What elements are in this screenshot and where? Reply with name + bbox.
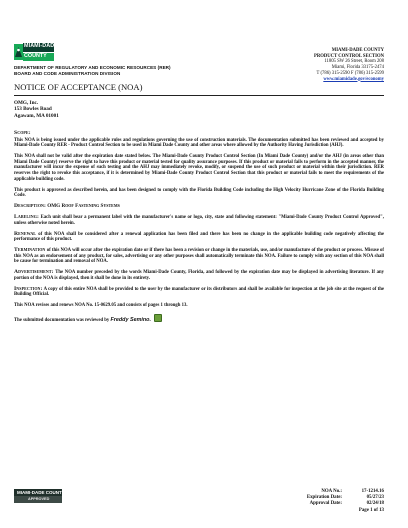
review-text: The submitted documentation was reviewed by bbox=[14, 318, 110, 324]
recipient-name: OMG, Inc. bbox=[14, 100, 39, 106]
approved-logo-status: APPROVED bbox=[28, 496, 50, 501]
scope-paragraph-3: This product is approved as described herein, and has been designed to comply with the Florida Building Code including the High Velocity Hurricane Zone of the Florida Building Code. bbox=[14, 187, 384, 199]
expiration-label: Expiration Date: bbox=[306, 495, 342, 501]
website-link[interactable]: www.miamidade.gov/economy bbox=[323, 76, 384, 82]
section-name: PRODUCT CONTROL SECTION bbox=[314, 53, 384, 59]
noa-number-label: NOA No.: bbox=[321, 489, 342, 494]
description-heading: Description: bbox=[14, 203, 46, 210]
document-title: NOTICE OF ACCEPTANCE (NOA) bbox=[14, 82, 143, 92]
inspection-heading: Inspection: bbox=[14, 285, 43, 292]
description-value: OMG Roof Fastening Systems bbox=[47, 203, 120, 210]
logo-text-county: COUNTY bbox=[24, 53, 47, 59]
scope-paragraph-2: This NOA shall not be valid after the expiration date stated below. The Miami-Dade County Product Control Section (In Miami Dade County) and/or the AHJ (in areas other than Miami Dade County) reserve the right to have this product or material tested for quality assurance purposes. If this product or material fails to perform in the accepted manner, the manufacturer will incur the expense of such testing and the AHJ may immediately revoke, modify, or suspend the use of such product or material within their jurisdiction. RER reserves the right to revoke this acceptance, if it is determined by Miami-Dade County Product Control Section that this product or material fails to meet the requirements of the applicable building code. bbox=[14, 154, 384, 182]
renewal-text: of this NOA shall be considered after a renewal application has been filed and there has been no change in the applicable building code negatively affecting the performance of this product. bbox=[14, 231, 384, 243]
county-name: MIAMI-DADE COUNTY bbox=[331, 48, 384, 53]
approved-logo-county: MIAMI-DADE COUNTY bbox=[17, 489, 65, 495]
department-name: DEPARTMENT OF REGULATORY AND ECONOMIC RESOURCES (RER) bbox=[14, 65, 171, 70]
office-city: Miami, Florida 33175-2474 bbox=[331, 65, 384, 71]
miami-dade-logo bbox=[14, 43, 58, 63]
termination-section bbox=[14, 248, 384, 265]
approval-label: Approval Date: bbox=[309, 501, 342, 507]
labeling-text: Each unit shall bear a permanent label with the manufacturer's name or logo, city, state and following statement: "Miami-Dade County Product Control Approved", unless otherwise noted herein. bbox=[14, 215, 384, 226]
office-street: 11805 SW 26 Street, Room 208 bbox=[324, 59, 384, 65]
advertisement-text: The NOA number preceded by the words Miami-Dade County, Florida, and followed by the expiration date may be displayed in advertising literature. If any portion of the NOA is displayed, then it shall be done in its entirety. bbox=[14, 270, 385, 281]
department-heading bbox=[14, 65, 171, 76]
approval-value: 02/24/18 bbox=[366, 501, 384, 507]
office-address-block bbox=[314, 48, 384, 82]
renewal-heading: Renewal bbox=[14, 230, 37, 237]
noa-number-value: 17-1214.16 bbox=[361, 489, 384, 494]
approved-logo bbox=[14, 489, 65, 503]
revision-note: This NOA revises and renews NOA No. 15-0629.05 and consists of pages 1 through 13. bbox=[14, 303, 188, 309]
advertisement-section bbox=[14, 270, 384, 281]
page-number: Page 1 of 13 bbox=[358, 507, 384, 513]
inspection-text: A copy of this entire NOA shall be provided to the user by the manufacturer or its distributors and shall be available for inspection at the job site at the request of the Building Official. bbox=[14, 286, 384, 298]
county-logo-icon bbox=[14, 44, 23, 60]
reviewer-signature: Freddy Semino. bbox=[110, 317, 151, 324]
advertisement-heading: Advertisement: bbox=[14, 269, 54, 276]
logo-text-miami-dade: MIAMI-DADE bbox=[24, 43, 58, 49]
labeling-heading: Labeling: bbox=[14, 214, 39, 221]
scope-heading: Scope: bbox=[14, 130, 31, 136]
scope-paragraph-1: This NOA is being issued under the applicable rules and regulations governing the use of construction materials. The documentation submitted has been reviewed and accepted by Miami-Dade County RER - Product Control Section to be used in Miami Dade County and other areas where allowed by the Authority Having Jurisdiction (AHJ). bbox=[14, 137, 384, 149]
labeling-section bbox=[14, 215, 384, 226]
inspection-section bbox=[14, 287, 384, 298]
recipient-city: Agawam, MA 01001 bbox=[14, 112, 59, 119]
expiration-value: 05/27/23 bbox=[366, 495, 384, 501]
title-divider bbox=[14, 95, 384, 96]
renewal-section bbox=[14, 232, 384, 243]
recipient-street: 153 Bowles Road bbox=[14, 106, 52, 113]
page-row bbox=[307, 508, 384, 514]
office-phone: T (786) 315-2590 F (786) 315-2599 bbox=[316, 70, 384, 76]
termination-text: of this NOA will occur after the expiration date or if there has been a revision or change in the materials, use, and/or manufacture of the product or process. Misuse of this NOA as an endorsement of any product, for sales, advertising or any other purposes shall automatically terminate this NOA. Failure to comply with any section of this NOA shall be cause for termination and removal of NOA. bbox=[14, 248, 385, 265]
document-body bbox=[14, 131, 384, 329]
description-section bbox=[14, 204, 384, 210]
noa-info-block bbox=[307, 489, 384, 514]
signature-stamp-icon bbox=[154, 314, 162, 322]
division-name: BOARD AND CODE ADMINISTRATION DIVISION bbox=[14, 70, 121, 76]
review-note bbox=[14, 314, 384, 324]
recipient-address bbox=[14, 100, 59, 119]
termination-heading: Termination bbox=[14, 247, 46, 254]
